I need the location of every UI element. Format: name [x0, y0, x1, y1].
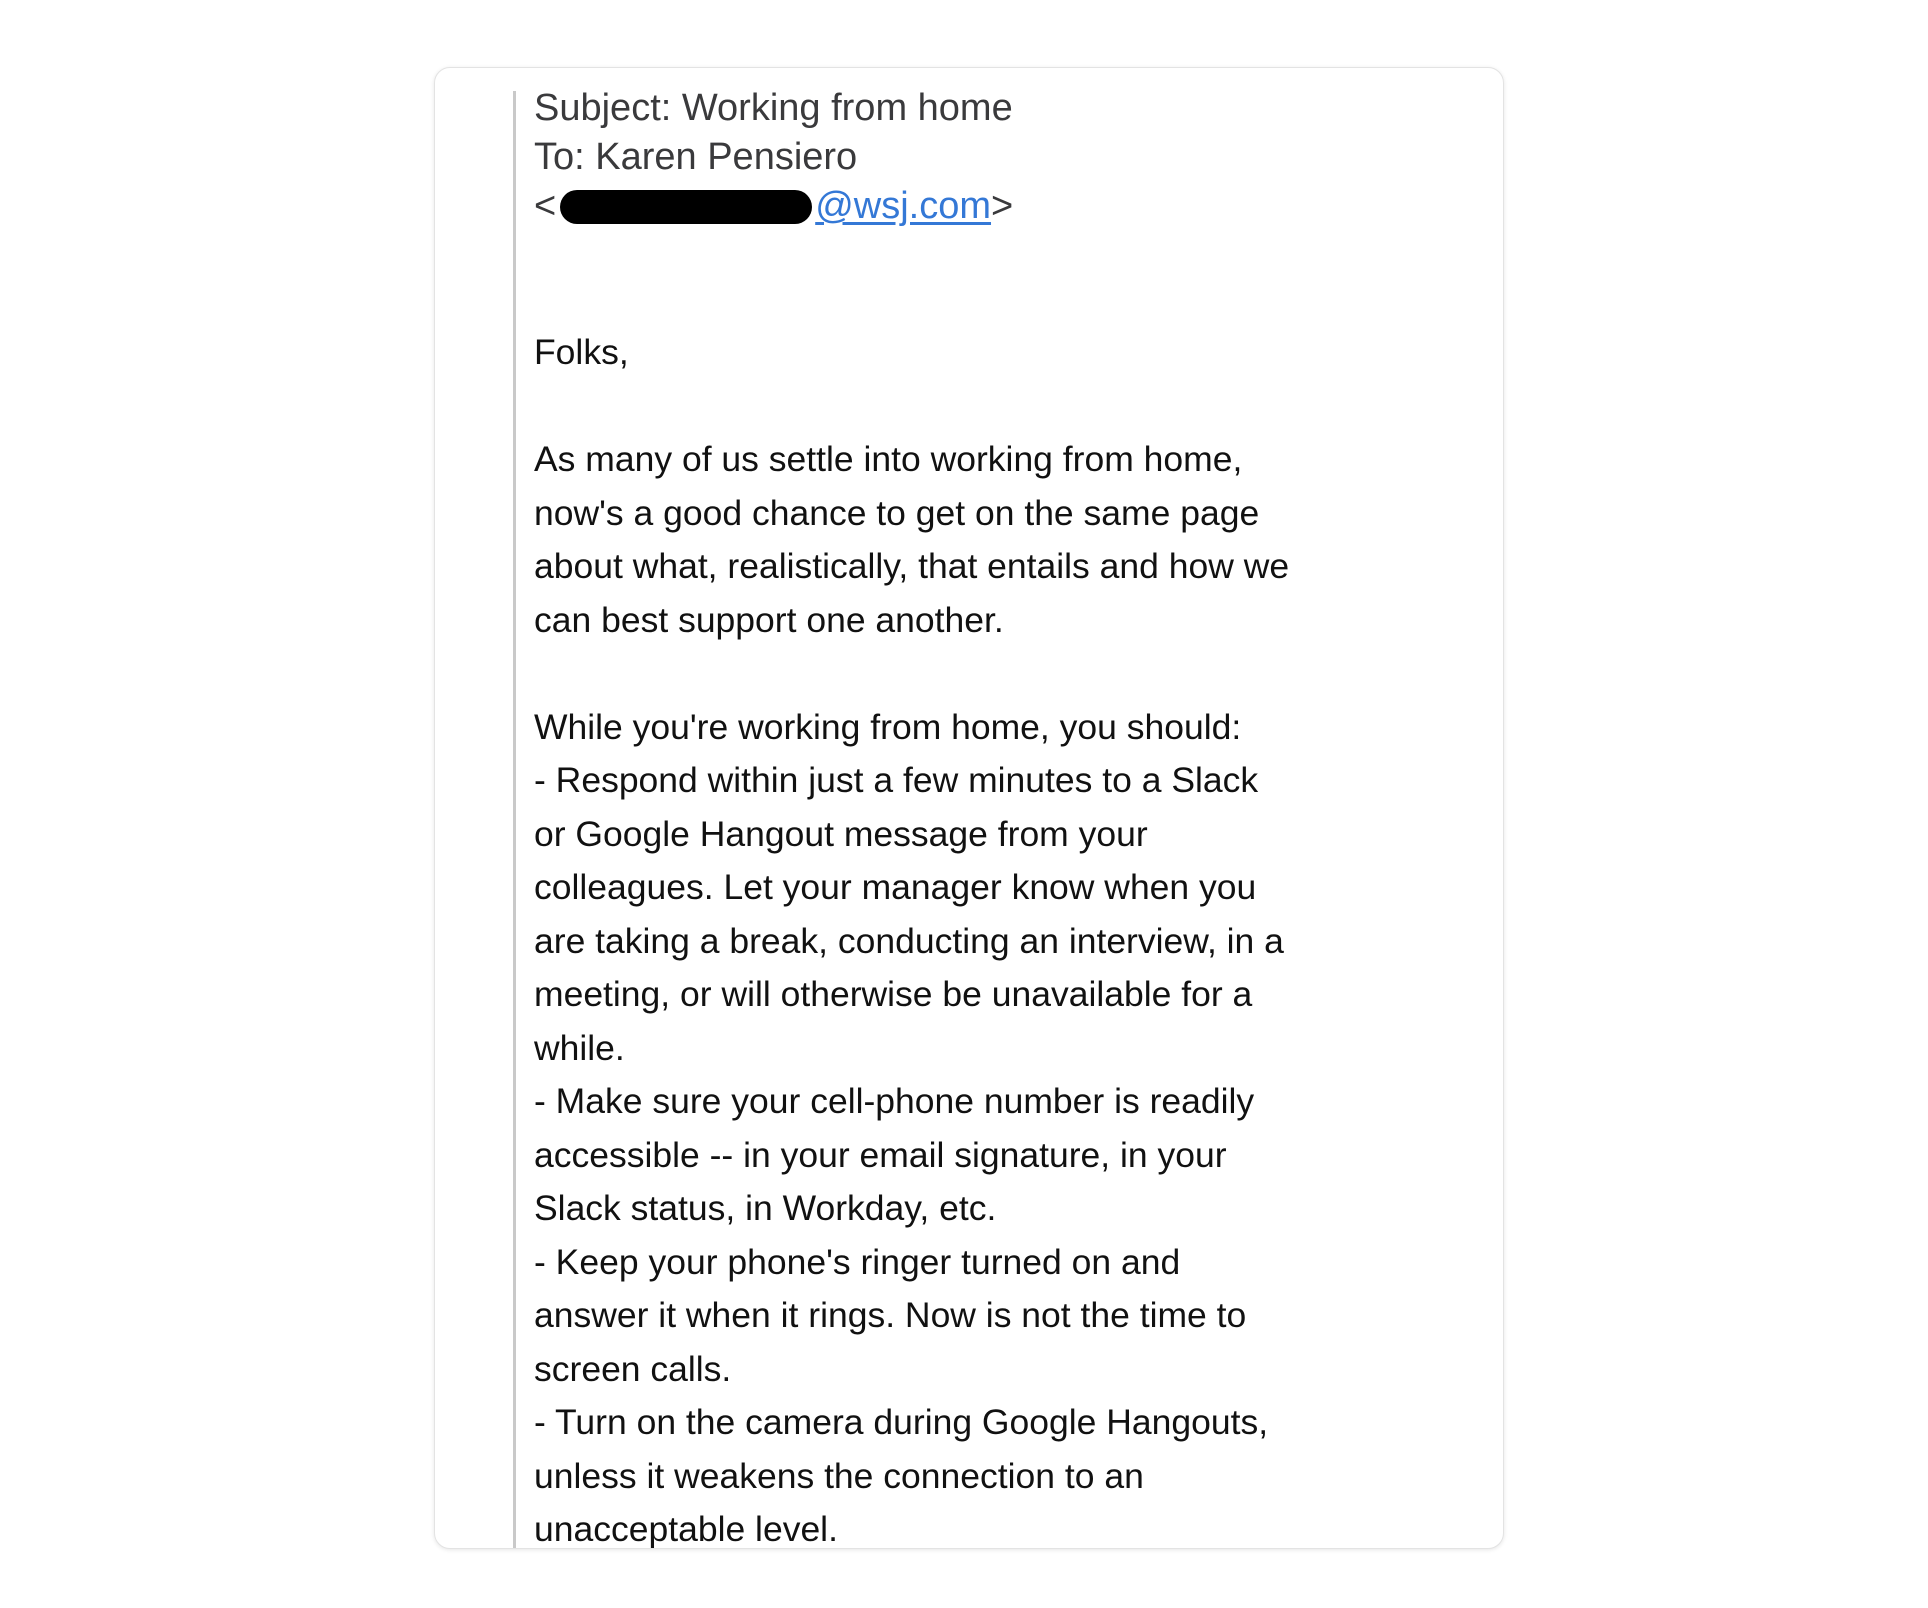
redaction-bar [560, 190, 812, 224]
recipient-address [534, 182, 1013, 231]
quote-bar [513, 91, 516, 1549]
list-item-line: or Google Hangout message from your [534, 813, 1148, 854]
list-item-line: are taking a break, conducting an interview, in a [534, 920, 1284, 961]
list-item-line: colleagues. Let your manager know when you [534, 867, 1257, 907]
address-close-bracket: > [991, 185, 1014, 227]
intro-line: can best support one another. [534, 599, 1004, 640]
list-item-ringer [534, 1236, 1354, 1397]
list-item-line: - Respond within just a few minutes to a Slack [534, 760, 1259, 800]
list-item-line: while. [534, 1027, 625, 1068]
list-item-line: unless it weakens the connection to an [534, 1455, 1144, 1496]
list-item-line: - Make sure your cell-phone number is readily [534, 1081, 1255, 1121]
intro-line: As many of us settle into working from home, [534, 439, 1243, 479]
greeting: Folks, [534, 332, 629, 372]
list-item-respond [534, 754, 1354, 1075]
list-item-phone-number [534, 1075, 1354, 1236]
list-item-line: accessible -- in your email signature, in your [534, 1134, 1227, 1175]
to-line: To: Karen Pensiero [534, 136, 858, 178]
list-item-line: answer it when it rings. Now is not the time to [534, 1295, 1247, 1335]
email-domain-link[interactable]: @wsj.com [815, 185, 992, 227]
intro-line: now's a good chance to get on the same page [534, 492, 1260, 533]
list-item-line: - Keep your phone's ringer turned on and [534, 1241, 1181, 1282]
email-body [534, 326, 1354, 1549]
list-item-camera [534, 1396, 1354, 1549]
subject-line: Subject: Working from home [534, 87, 1013, 129]
list-item-line: Slack status, in Workday, etc. [534, 1188, 997, 1228]
list-item-line: screen calls. [534, 1348, 732, 1389]
email-card [434, 67, 1504, 1549]
intro-paragraph [534, 433, 1354, 647]
list-intro: While you're working from home, you should: [534, 706, 1242, 747]
intro-line: about what, realistically, that entails and how we [534, 546, 1290, 586]
list-item-line: unacceptable level. [534, 1509, 838, 1549]
list-item-line: - Turn on the camera during Google Hangouts, [534, 1402, 1269, 1442]
address-open-bracket: < [534, 185, 557, 227]
list-item-line: meeting, or will otherwise be unavailable for a [534, 974, 1253, 1014]
email-header [534, 84, 1013, 231]
